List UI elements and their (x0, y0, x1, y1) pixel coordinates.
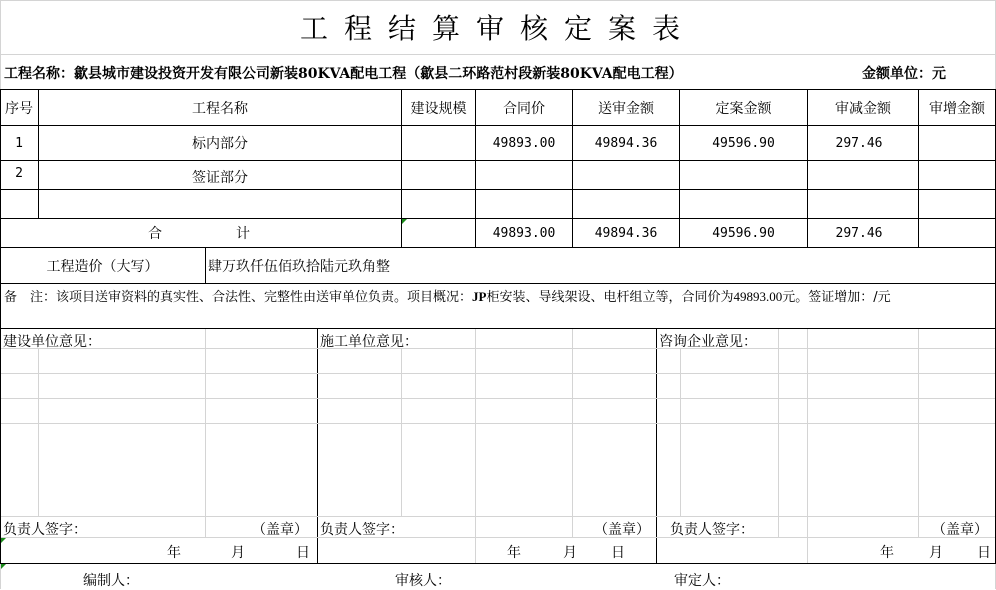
grid-line (1, 348, 995, 349)
grid-line (807, 329, 808, 563)
remarks-prefix: 备 注：该项目送审资料的真实性、合法性、完整性由送审单位负责。项目概况： (4, 290, 473, 305)
header-scale: 建设规模 (410, 100, 467, 117)
consultant-year: 年 (880, 545, 894, 561)
consultant-month: 月 (929, 545, 943, 561)
remarks-suffix: 元。签证增加：/元 (782, 290, 891, 305)
consultant-opinion-title: 咨询企业意见： (659, 334, 757, 350)
row2-reduced (808, 161, 918, 189)
consultant-sign-label: 负责人签字： (670, 522, 754, 538)
grid-line (572, 329, 573, 537)
total-label-2: 计 (236, 226, 250, 242)
owner-opinion-title: 建设单位意见： (3, 334, 101, 350)
grid-line (0, 564, 1, 589)
row2-submitted (573, 161, 679, 189)
cell-comment-marker-icon (1, 538, 6, 543)
grid-line (1, 537, 995, 538)
row1-scale (402, 126, 475, 160)
cost-capital-value: 肆万玖仟伍佰玖拾陆元玖角整 (208, 258, 390, 275)
grid-line (475, 329, 476, 563)
header-contract-price: 合同价 (503, 100, 545, 117)
consultant-seal: （盖章） (932, 522, 988, 538)
owner-year: 年 (167, 545, 181, 561)
cell-comment-marker-icon (1, 564, 6, 569)
grid-line (1, 516, 995, 517)
owner-month: 月 (231, 545, 245, 561)
row2-seq: 2 (15, 165, 23, 181)
grid-line (778, 329, 779, 537)
table-border (0, 283, 996, 284)
row1-name: 标内部分 (192, 136, 248, 152)
project-name-label: 工程名称： (4, 66, 74, 82)
contractor-seal: （盖章） (594, 522, 650, 538)
row2-contract (476, 161, 572, 189)
grid-line (1, 398, 995, 399)
remarks (4, 286, 994, 308)
cell-comment-marker-icon (402, 219, 407, 224)
contractor-sign-label: 负责人签字： (320, 522, 404, 538)
owner-sign-label: 负责人签字： (3, 522, 87, 538)
row2-name: 签证部分 (192, 170, 248, 186)
total-submitted: 49894.36 (594, 225, 658, 241)
contractor-year: 年 (507, 545, 521, 561)
total-increased (919, 219, 995, 247)
total-label-1: 合 (148, 226, 162, 242)
grid-line (680, 349, 681, 517)
row2-increased (919, 161, 995, 189)
grid-line (1, 423, 995, 424)
grid-line (918, 329, 919, 537)
row1-seq: 1 (15, 135, 23, 151)
header-seq: 序号 (5, 100, 33, 117)
owner-seal: （盖章） (252, 522, 308, 538)
header-submitted-amount: 送审金额 (598, 100, 654, 117)
table-border (0, 563, 996, 564)
page-title: 工程结算审核定案表 (299, 12, 696, 45)
approver-label: 审定人： (674, 573, 730, 589)
row2-approved (680, 161, 807, 189)
row3-name (39, 190, 401, 218)
table-border (317, 328, 318, 563)
contractor-month: 月 (563, 545, 577, 561)
total-approved: 49596.90 (712, 225, 775, 241)
contractor-day: 日 (611, 545, 625, 561)
row1-contract: 49893.00 (492, 135, 556, 151)
grid-line (0, 54, 996, 55)
grid-line (205, 329, 206, 537)
row3-seq (0, 190, 38, 218)
remarks-jp: JP (472, 289, 487, 304)
total-contract: 49893.00 (492, 225, 556, 241)
grid-line (38, 349, 39, 517)
project-name-line (4, 60, 683, 86)
row1-submitted: 49894.36 (594, 135, 658, 151)
header-reduced-amount: 审减金额 (835, 100, 891, 117)
contractor-opinion-title: 施工单位意见： (320, 334, 418, 350)
compiler-label: 编制人： (83, 573, 139, 589)
table-border (656, 328, 657, 563)
project-name: 歙县城市建设投资开发有限公司新装80KVA配电工程（歙县二环路范村段新装80KVA配电工程） (74, 66, 683, 82)
header-project-name: 工程名称 (192, 100, 248, 117)
header-increased-amount: 审增金额 (929, 100, 985, 117)
grid-line (1, 373, 995, 374)
total-reduced: 297.46 (835, 225, 883, 241)
consultant-day: 日 (977, 545, 991, 561)
remarks-amount: 49893.00 (733, 289, 783, 304)
grid-line (401, 349, 402, 517)
row1-approved: 49596.90 (712, 135, 775, 151)
row1-increased (919, 126, 995, 160)
row1-reduced: 297.46 (835, 135, 883, 151)
cost-capital-label: 工程造价（大写） (46, 258, 159, 275)
reviewer-label: 审核人： (395, 573, 451, 589)
row2-scale (402, 161, 475, 189)
remarks-middle: 柜安装、导线架设、电杆组立等，合同价为 (486, 290, 734, 305)
amount-unit: 金额单位：元 (862, 66, 946, 82)
owner-day: 日 (296, 545, 310, 561)
table-border (0, 328, 996, 329)
header-approved-amount: 定案金额 (715, 100, 772, 117)
